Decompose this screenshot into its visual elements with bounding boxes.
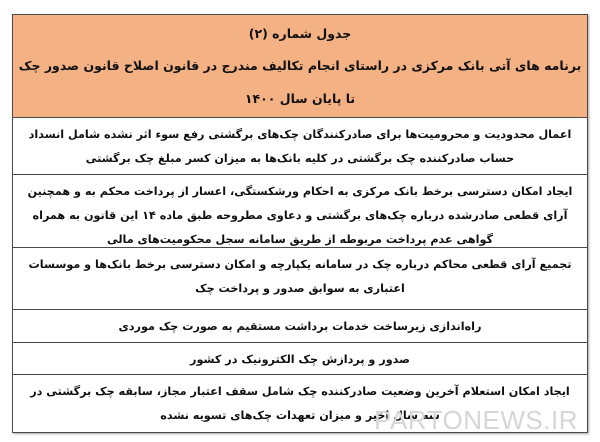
table-row: ایجاد امکان دسترسی برخط بانک مرکزی به احکام ورشکستگی، اعسار از پرداخت محکم به و همچنین آرای قطعی صادرشده درباره چک‌های برگشتی و دعاوی مطروحه طبق ماده ۱۴ این قانون به همراه گواهی عدم پرداخت مربوطه از طریق سامانه سجل محکومیت‌های مالی [13,175,587,248]
table-title: جدول شماره (۲) [248,25,352,41]
table-row: ایجاد امکان استعلام آخرین وضعیت صادرکننده چک شامل سقف اعتبار مجاز، سابقه چک برگشتی در سه سال اخیر و میزان تعهدات چک‌های تسویه نشده [13,375,587,432]
table-row: اعمال محدودیت و محرومیت‌ها برای صادرکنندگان چک‌های برگشتی رفع سوء اثر نشده شامل انسداد حساب صادرکننده چک برگشتی در کلیه بانک‌ها به میزان کسر مبلغ چک برگشتی [13,118,587,175]
table-subtitle: برنامه های آتی بانک مرکزی در راستای انجام تکالیف مندرج در قانون اصلاح قانون صدور چک [18,58,582,74]
programs-table [12,14,588,433]
watermark: PARTONEWS.IR [374,405,578,435]
table-subtitle-year: تا پایان سال ۱۴۰۰ [244,91,356,107]
table-row: تجمیع آرای قطعی محاکم درباره چک در سامانه یکپارچه و امکان دسترسی برخط بانک‌ها و موسسات اعتباری به سوابق صدور و پرداخت چک [13,248,587,310]
table-row: صدور و پردازش چک الکترونیک در کشور [13,343,587,375]
table-header [13,15,587,118]
table-row: راه‌اندازی زیرساخت خدمات برداشت مستقیم به صورت چک موردی [13,310,587,343]
